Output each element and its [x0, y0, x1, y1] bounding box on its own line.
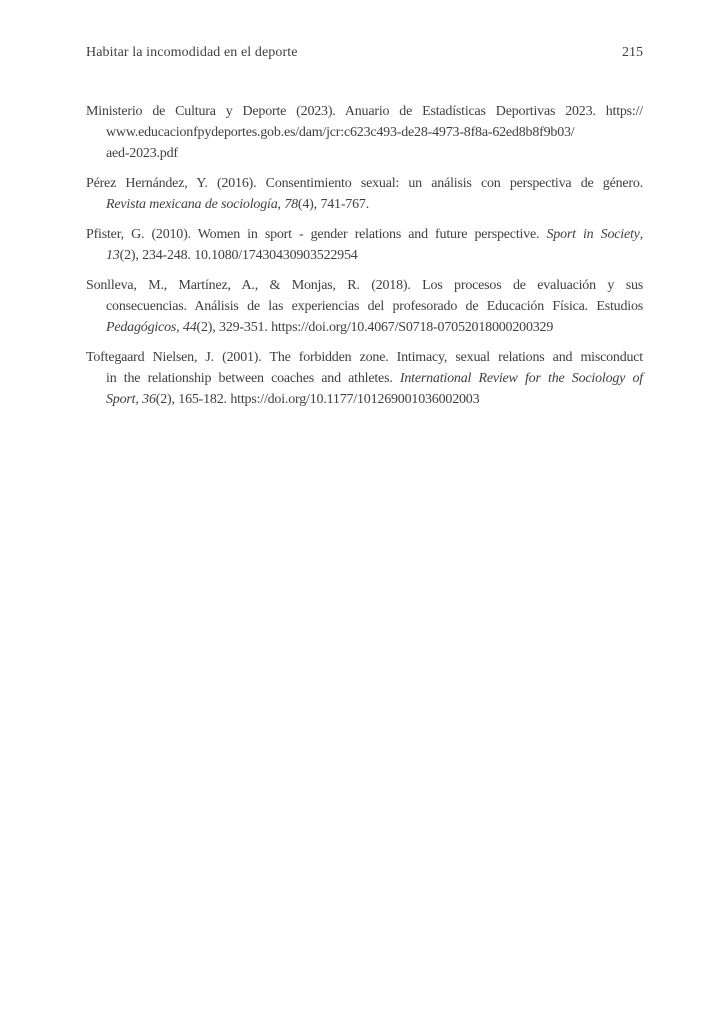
reference-line: [86, 275, 643, 296]
reference-entry: [86, 347, 643, 410]
reference-line: [106, 245, 643, 266]
page-number: 215: [622, 45, 643, 60]
reference-text: (2), 234-248. 10.1080/17430430903522954: [119, 248, 358, 263]
reference-text: Toftegaard Nielsen, J. (2001). The forbidden zone. Intimacy, sexual relations and misconduct: [86, 350, 643, 365]
reference-entry: [86, 173, 643, 215]
reference-text: www.educacionfpydeportes.gob.es/dam/jcr:c623c493-de28-4973-8f8a-62ed8b8f9b03/: [106, 125, 575, 140]
reference-line: [106, 389, 643, 410]
reference-text: (4), 741-767.: [297, 197, 370, 212]
reference-italic-text: 13: [106, 248, 120, 263]
reference-text: in the relationship between coaches and athletes.: [106, 371, 400, 386]
reference-text: ,: [639, 227, 643, 242]
reference-text: (2), 329-351. https://doi.org/10.4067/S0718-07052018000200329: [196, 320, 554, 335]
references-list: [86, 101, 643, 410]
reference-line: [106, 368, 643, 389]
reference-italic-text: Sport, 36: [106, 392, 156, 407]
reference-line: [106, 296, 643, 317]
reference-text: Pérez Hernández, Y. (2016). Consentimiento sexual: un análisis con perspectiva de género.: [86, 176, 643, 191]
reference-entry: [86, 224, 643, 266]
reference-italic-text: 78: [284, 197, 298, 212]
reference-line: [106, 143, 643, 164]
reference-text: Ministerio de Cultura y Deporte (2023). Anuario de Estadísticas Deportivas 2023. https://: [86, 104, 643, 119]
reference-text: Sonlleva, M., Martínez, A., & Monjas, R. (2018). Los procesos de evaluación y sus: [86, 278, 643, 293]
running-title: Habitar la incomodidad en el deporte: [86, 45, 298, 60]
reference-line: [106, 122, 643, 143]
reference-italic-text: Sport in Society: [546, 227, 640, 242]
page-header: [86, 42, 643, 63]
reference-entry: [86, 275, 643, 338]
reference-line: [86, 347, 643, 368]
reference-entry: [86, 101, 643, 164]
reference-line: [86, 224, 643, 245]
reference-text: aed-2023.pdf: [106, 146, 178, 161]
reference-line: [86, 173, 643, 194]
reference-italic-text: International Review for the Sociology of: [399, 371, 643, 386]
reference-line: [106, 317, 643, 338]
reference-text: Pfister, G. (2010). Women in sport - gender relations and future perspective.: [86, 227, 547, 242]
reference-text: consecuencias. Análisis de las experiencias del profesorado de Educación Física. Estudios: [106, 299, 643, 314]
reference-italic-text: Revista mexicana de sociología: [106, 197, 278, 212]
reference-italic-text: Pedagógicos, 44: [106, 320, 197, 335]
reference-text: (2), 165-182. https://doi.org/10.1177/101269001036002003: [155, 392, 480, 407]
reference-text: ,: [277, 197, 285, 212]
reference-line: [106, 194, 643, 215]
reference-line: [86, 101, 643, 122]
